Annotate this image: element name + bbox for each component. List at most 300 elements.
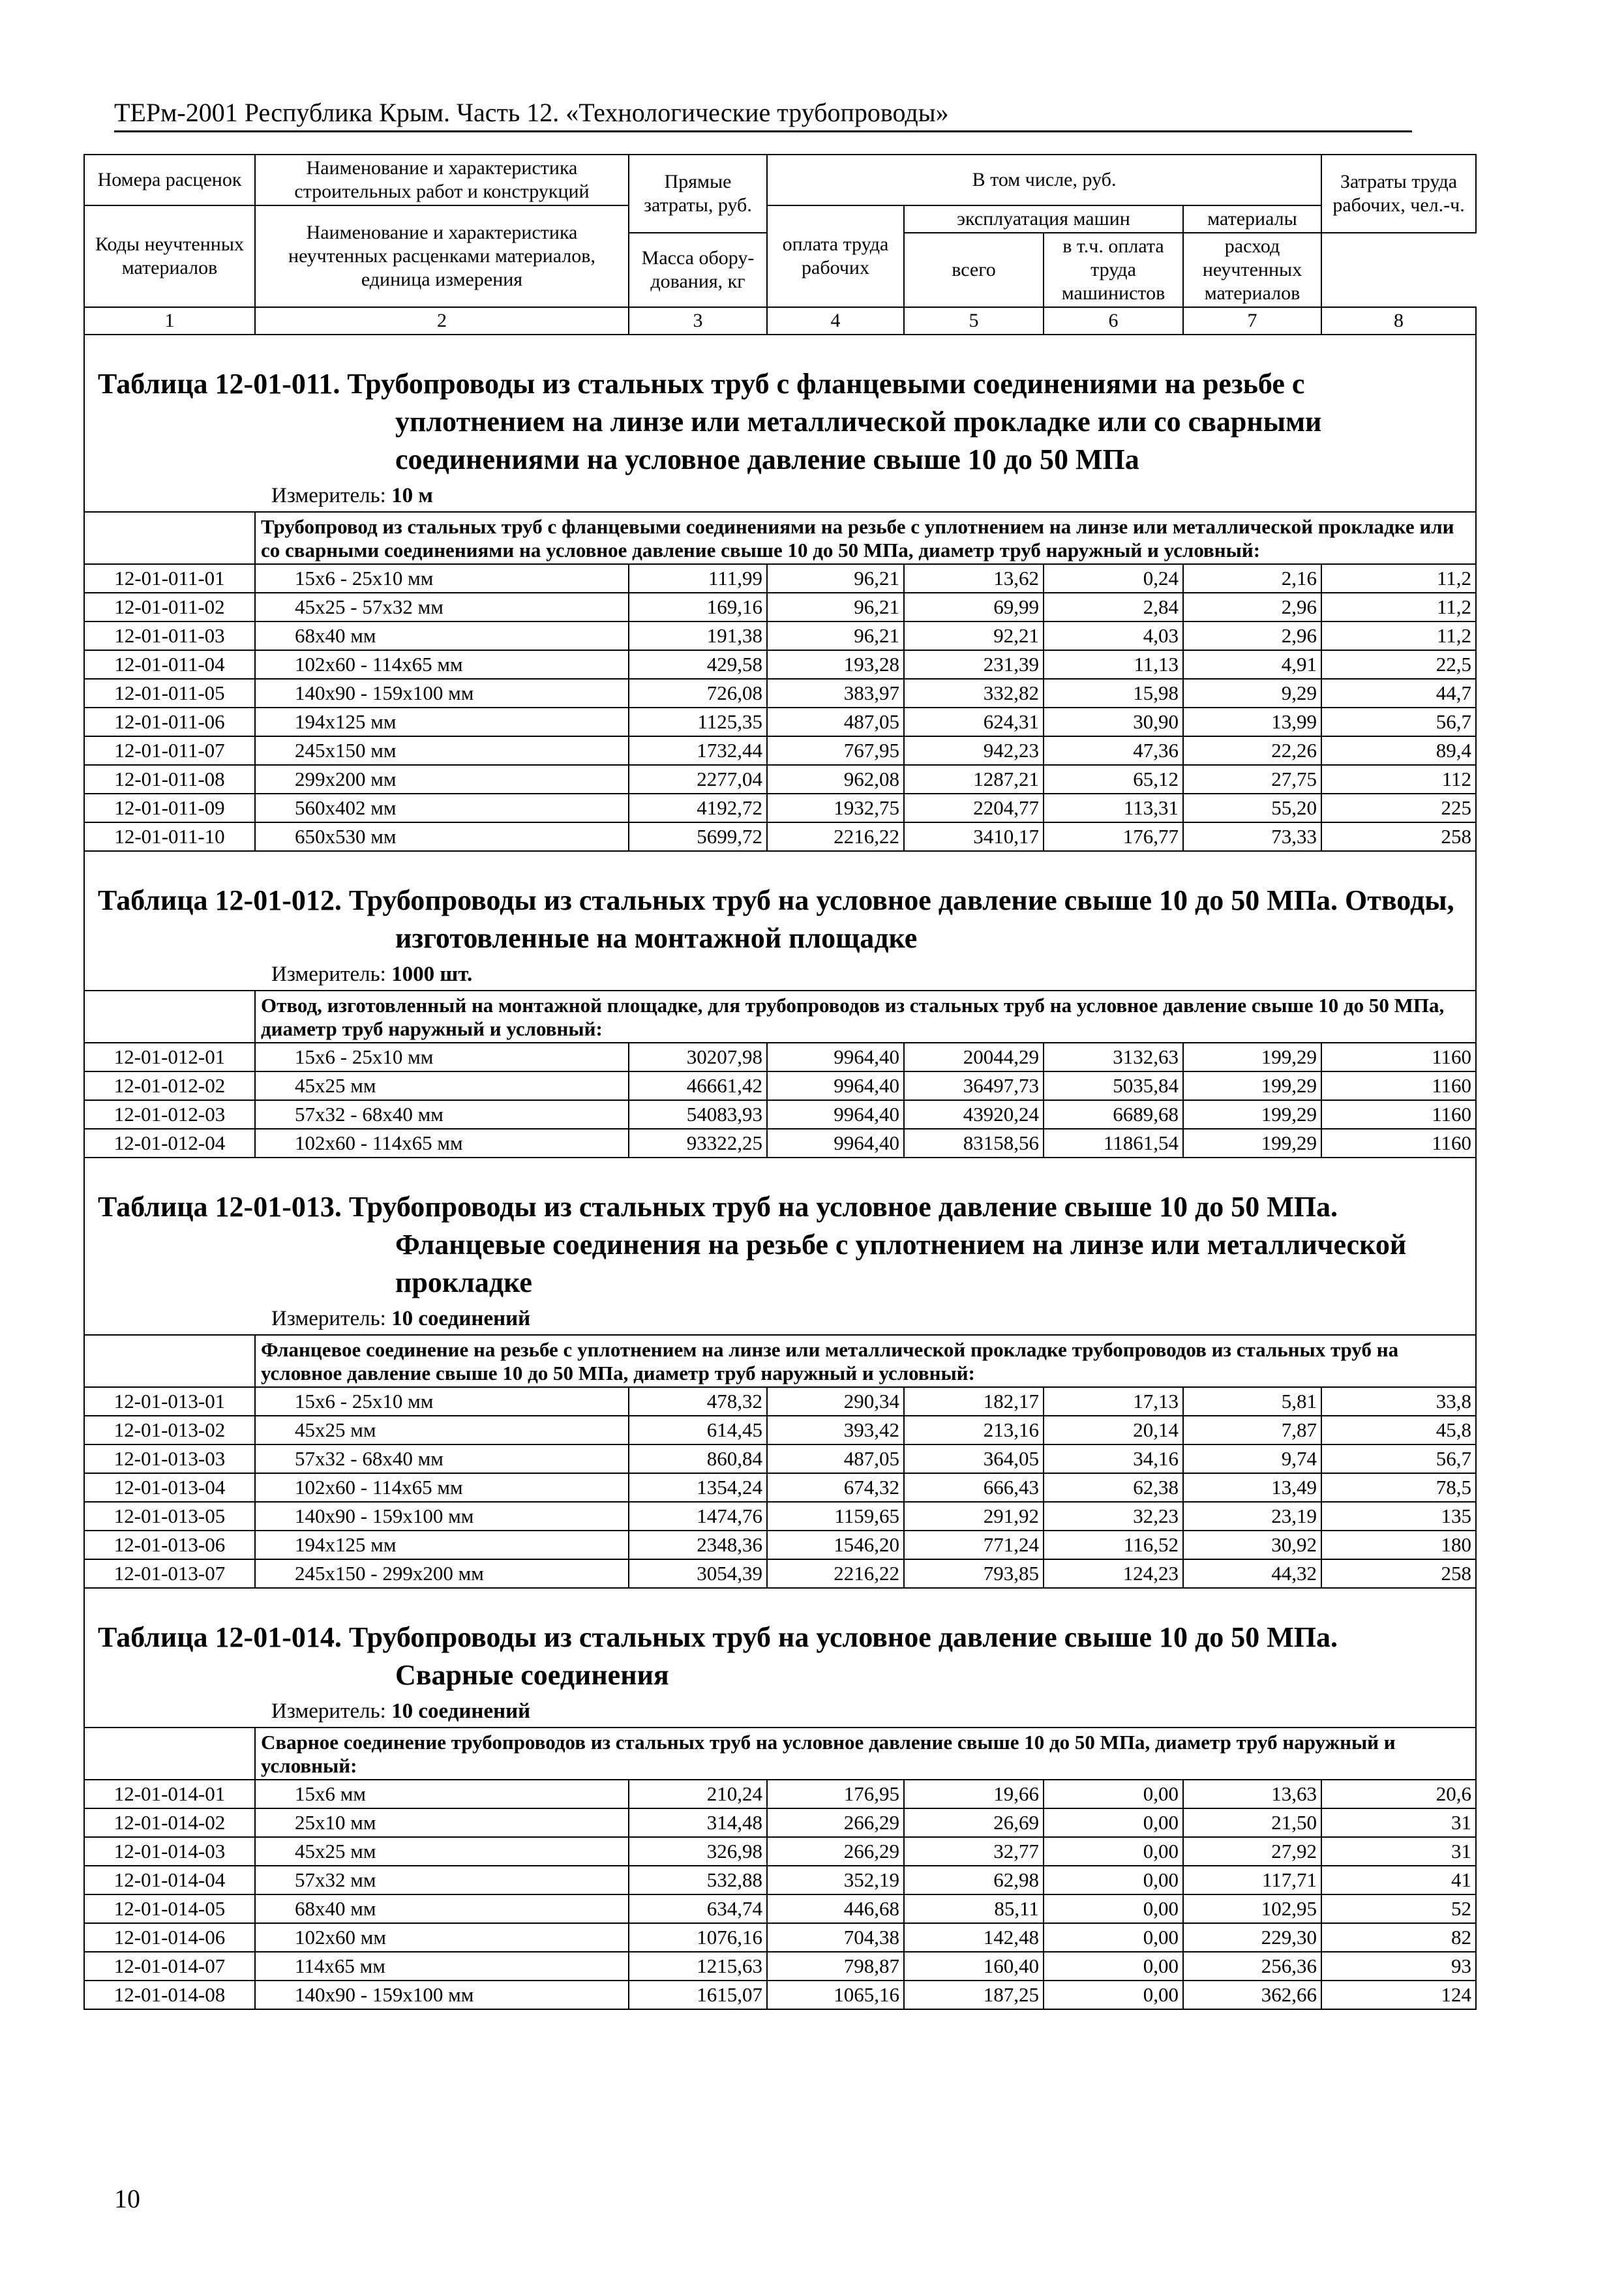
price-code: 12-01-014-03 xyxy=(84,1837,255,1866)
operators-pay: 0,00 xyxy=(1044,1923,1183,1952)
operators-pay: 32,23 xyxy=(1044,1502,1183,1531)
table-row xyxy=(84,1981,1476,2009)
price-code: 12-01-013-02 xyxy=(84,1416,255,1444)
table-row xyxy=(84,1387,1476,1416)
machines-total: 2204,77 xyxy=(904,794,1044,822)
header-machines-total: всего xyxy=(904,233,1044,307)
labor-hours: 180 xyxy=(1321,1531,1476,1559)
section-unit-row xyxy=(84,1306,1476,1335)
item-name: 57х32 мм xyxy=(255,1866,629,1894)
table-row xyxy=(84,1923,1476,1952)
section-title-cell xyxy=(84,1158,1476,1306)
labor-hours: 1160 xyxy=(1321,1129,1476,1158)
worker-pay: 9964,40 xyxy=(767,1129,904,1158)
item-name: 15х6 - 25х10 мм xyxy=(255,564,629,593)
labor-hours: 31 xyxy=(1321,1808,1476,1837)
worker-pay: 266,29 xyxy=(767,1808,904,1837)
direct-costs: 169,16 xyxy=(629,593,767,621)
worker-pay: 96,21 xyxy=(767,621,904,650)
item-name: 194х125 мм xyxy=(255,1531,629,1559)
operators-pay: 17,13 xyxy=(1044,1387,1183,1416)
unit-label: Измеритель: xyxy=(271,1699,386,1723)
section-title: Таблица 12-01-012. Трубопроводы из стальных труб на условное давление свыше 10 до 50 МПа. Отводы, изготовленные на монтажной площадке xyxy=(98,884,1454,954)
page-number: 10 xyxy=(114,2184,140,2213)
table-row xyxy=(84,679,1476,708)
direct-costs: 93322,25 xyxy=(629,1129,767,1158)
header-col2-bottom: Наименование и характеристика неучтенных расценками материалов, единица измерения xyxy=(255,205,629,307)
worker-pay: 1932,75 xyxy=(767,794,904,822)
labor-hours: 44,7 xyxy=(1321,679,1476,708)
materials-cost: 102,95 xyxy=(1183,1894,1321,1923)
direct-costs: 30207,98 xyxy=(629,1043,767,1071)
description-spacer xyxy=(84,512,255,564)
machines-total: 83158,56 xyxy=(904,1129,1044,1158)
materials-cost: 23,19 xyxy=(1183,1502,1321,1531)
header-direct-costs: Прямые затраты, руб. xyxy=(629,155,767,233)
materials-cost: 2,96 xyxy=(1183,621,1321,650)
price-code: 12-01-013-01 xyxy=(84,1387,255,1416)
col-number: 8 xyxy=(1321,307,1476,335)
labor-hours: 1160 xyxy=(1321,1043,1476,1071)
price-code: 12-01-014-05 xyxy=(84,1894,255,1923)
direct-costs: 478,32 xyxy=(629,1387,767,1416)
machines-total: 231,39 xyxy=(904,650,1044,679)
section-description: Сварное соединение трубопроводов из стальных труб на условное давление свыше 10 до 50 МПа, диаметр труб наружный и условный: xyxy=(255,1728,1476,1780)
header-materials: материалы xyxy=(1183,205,1321,233)
materials-cost: 4,91 xyxy=(1183,650,1321,679)
direct-costs: 191,38 xyxy=(629,621,767,650)
machines-total: 142,48 xyxy=(904,1923,1044,1952)
price-code: 12-01-012-01 xyxy=(84,1043,255,1071)
machines-total: 771,24 xyxy=(904,1531,1044,1559)
unit-value: 10 соединений xyxy=(391,1699,531,1723)
worker-pay: 352,19 xyxy=(767,1866,904,1894)
machines-total: 291,92 xyxy=(904,1502,1044,1531)
direct-costs: 429,58 xyxy=(629,650,767,679)
labor-hours: 225 xyxy=(1321,794,1476,822)
labor-hours: 31 xyxy=(1321,1837,1476,1866)
table-row xyxy=(84,1129,1476,1158)
machines-total: 69,99 xyxy=(904,593,1044,621)
section-description-row xyxy=(84,512,1476,564)
operators-pay: 116,52 xyxy=(1044,1531,1183,1559)
header-col1-bottom: Коды неучтенных материалов xyxy=(84,205,255,307)
item-name: 650х530 мм xyxy=(255,822,629,851)
materials-cost: 22,26 xyxy=(1183,736,1321,765)
price-code: 12-01-014-08 xyxy=(84,1981,255,2009)
labor-hours: 41 xyxy=(1321,1866,1476,1894)
direct-costs: 1076,16 xyxy=(629,1923,767,1952)
col-number: 5 xyxy=(904,307,1044,335)
labor-hours: 135 xyxy=(1321,1502,1476,1531)
operators-pay: 34,16 xyxy=(1044,1444,1183,1473)
worker-pay: 1065,16 xyxy=(767,1981,904,2009)
labor-hours: 11,2 xyxy=(1321,593,1476,621)
worker-pay: 487,05 xyxy=(767,708,904,736)
operators-pay: 0,00 xyxy=(1044,1981,1183,2009)
direct-costs: 4192,72 xyxy=(629,794,767,822)
materials-cost: 229,30 xyxy=(1183,1923,1321,1952)
item-name: 299х200 мм xyxy=(255,765,629,794)
price-code: 12-01-011-08 xyxy=(84,765,255,794)
machines-total: 13,62 xyxy=(904,564,1044,593)
price-code: 12-01-011-03 xyxy=(84,621,255,650)
col-number: 6 xyxy=(1044,307,1183,335)
worker-pay: 1159,65 xyxy=(767,1502,904,1531)
price-code: 12-01-013-06 xyxy=(84,1531,255,1559)
materials-cost: 13,49 xyxy=(1183,1473,1321,1502)
price-table xyxy=(83,154,1477,2010)
direct-costs: 614,45 xyxy=(629,1416,767,1444)
section-title-cell xyxy=(84,335,1476,483)
item-name: 15х6 - 25х10 мм xyxy=(255,1387,629,1416)
section-unit xyxy=(84,1698,1476,1728)
table-row xyxy=(84,1837,1476,1866)
operators-pay: 3132,63 xyxy=(1044,1043,1183,1071)
direct-costs: 1215,63 xyxy=(629,1952,767,1981)
direct-costs: 634,74 xyxy=(629,1894,767,1923)
item-name: 194х125 мм xyxy=(255,708,629,736)
direct-costs: 1615,07 xyxy=(629,1981,767,2009)
operators-pay: 0,00 xyxy=(1044,1780,1183,1808)
table-row xyxy=(84,822,1476,851)
section-unit-row xyxy=(84,1698,1476,1728)
section-unit-row xyxy=(84,961,1476,991)
header-worker-pay: оплата труда рабочих xyxy=(767,205,904,307)
table-row xyxy=(84,1444,1476,1473)
section-description-row xyxy=(84,1728,1476,1780)
direct-costs: 1732,44 xyxy=(629,736,767,765)
item-name: 114х65 мм xyxy=(255,1952,629,1981)
item-name: 15х6 - 25х10 мм xyxy=(255,1043,629,1071)
machines-total: 160,40 xyxy=(904,1952,1044,1981)
item-name: 68х40 мм xyxy=(255,1894,629,1923)
description-spacer xyxy=(84,1335,255,1387)
header-in-total: В том числе, руб. xyxy=(767,155,1321,205)
col-number: 2 xyxy=(255,307,629,335)
table-row xyxy=(84,708,1476,736)
operators-pay: 2,84 xyxy=(1044,593,1183,621)
section-title-row xyxy=(84,335,1476,483)
table-row xyxy=(84,593,1476,621)
labor-hours: 93 xyxy=(1321,1952,1476,1981)
price-code: 12-01-014-04 xyxy=(84,1866,255,1894)
price-code: 12-01-011-06 xyxy=(84,708,255,736)
table-row xyxy=(84,1043,1476,1071)
machines-total: 182,17 xyxy=(904,1387,1044,1416)
unit-label: Измеритель: xyxy=(271,1307,386,1330)
labor-hours: 82 xyxy=(1321,1923,1476,1952)
section-title: Таблица 12-01-011. Трубопроводы из стальных труб с фланцевыми соединениями на резьбе с уплотнением на линзе или металлической прокладке или со сварными соединениями на условное давление свыше 10 до 50 МПа xyxy=(98,368,1322,475)
operators-pay: 65,12 xyxy=(1044,765,1183,794)
machines-total: 62,98 xyxy=(904,1866,1044,1894)
section-unit-row xyxy=(84,483,1476,512)
header-labor-hours: Затраты труда рабочих, чел.-ч. xyxy=(1321,155,1476,233)
item-name: 560х402 мм xyxy=(255,794,629,822)
price-code: 12-01-011-05 xyxy=(84,679,255,708)
section-description-row xyxy=(84,1335,1476,1387)
section-description: Трубопровод из стальных труб с фланцевыми соединениями на резьбе с уплотнением на линзе или металлической прокладке или со сварными соединениями на условное давление свыше 10 до 50 МПа, диаметр труб наружный и условный: xyxy=(255,512,1476,564)
materials-cost: 13,99 xyxy=(1183,708,1321,736)
direct-costs: 111,99 xyxy=(629,564,767,593)
section-title-row xyxy=(84,1588,1476,1698)
materials-cost: 13,63 xyxy=(1183,1780,1321,1808)
page-header: ТЕРм-2001 Республика Крым. Часть 12. «Технологические трубопроводы» xyxy=(114,97,1412,132)
price-code: 12-01-014-06 xyxy=(84,1923,255,1952)
machines-total: 213,16 xyxy=(904,1416,1044,1444)
machines-total: 43920,24 xyxy=(904,1100,1044,1129)
worker-pay: 176,95 xyxy=(767,1780,904,1808)
section-title: Таблица 12-01-014. Трубопроводы из стальных труб на условное давление свыше 10 до 50 МПа. Сварные соединения xyxy=(98,1621,1338,1691)
header-unaccounted-materials: расход неучтенных материалов xyxy=(1183,233,1321,307)
operators-pay: 4,03 xyxy=(1044,621,1183,650)
operators-pay: 5035,84 xyxy=(1044,1071,1183,1100)
worker-pay: 393,42 xyxy=(767,1416,904,1444)
price-code: 12-01-014-02 xyxy=(84,1808,255,1837)
header-column-numbers xyxy=(84,307,1476,335)
labor-hours: 56,7 xyxy=(1321,1444,1476,1473)
materials-cost: 256,36 xyxy=(1183,1952,1321,1981)
price-code: 12-01-011-07 xyxy=(84,736,255,765)
section-description-row xyxy=(84,991,1476,1043)
price-code: 12-01-012-02 xyxy=(84,1071,255,1100)
description-spacer xyxy=(84,991,255,1043)
direct-costs: 860,84 xyxy=(629,1444,767,1473)
labor-hours: 11,2 xyxy=(1321,621,1476,650)
labor-hours: 258 xyxy=(1321,822,1476,851)
item-name: 102х60 мм xyxy=(255,1923,629,1952)
direct-costs: 314,48 xyxy=(629,1808,767,1837)
materials-cost: 199,29 xyxy=(1183,1071,1321,1100)
item-name: 45х25 мм xyxy=(255,1416,629,1444)
operators-pay: 113,31 xyxy=(1044,794,1183,822)
table-row xyxy=(84,736,1476,765)
table-row xyxy=(84,1780,1476,1808)
operators-pay: 0,00 xyxy=(1044,1808,1183,1837)
price-code: 12-01-014-07 xyxy=(84,1952,255,1981)
direct-costs: 3054,39 xyxy=(629,1559,767,1588)
section-unit xyxy=(84,1306,1476,1335)
worker-pay: 96,21 xyxy=(767,564,904,593)
materials-cost: 9,29 xyxy=(1183,679,1321,708)
operators-pay: 176,77 xyxy=(1044,822,1183,851)
table-row xyxy=(84,794,1476,822)
machines-total: 36497,73 xyxy=(904,1071,1044,1100)
section-title-cell xyxy=(84,1588,1476,1698)
worker-pay: 290,34 xyxy=(767,1387,904,1416)
labor-hours: 52 xyxy=(1321,1894,1476,1923)
direct-costs: 326,98 xyxy=(629,1837,767,1866)
materials-cost: 27,92 xyxy=(1183,1837,1321,1866)
worker-pay: 674,32 xyxy=(767,1473,904,1502)
operators-pay: 47,36 xyxy=(1044,736,1183,765)
section-unit xyxy=(84,961,1476,991)
materials-cost: 44,32 xyxy=(1183,1559,1321,1588)
materials-cost: 199,29 xyxy=(1183,1100,1321,1129)
item-name: 102х60 - 114х65 мм xyxy=(255,1473,629,1502)
header-machines: эксплуатация машин xyxy=(904,205,1183,233)
materials-cost: 9,74 xyxy=(1183,1444,1321,1473)
labor-hours: 11,2 xyxy=(1321,564,1476,593)
direct-costs: 532,88 xyxy=(629,1866,767,1894)
worker-pay: 798,87 xyxy=(767,1952,904,1981)
table-row xyxy=(84,1502,1476,1531)
worker-pay: 704,38 xyxy=(767,1923,904,1952)
col-number: 1 xyxy=(84,307,255,335)
table-header xyxy=(84,155,1476,335)
price-code: 12-01-013-03 xyxy=(84,1444,255,1473)
materials-cost: 362,66 xyxy=(1183,1981,1321,2009)
operators-pay: 0,00 xyxy=(1044,1952,1183,1981)
operators-pay: 11861,54 xyxy=(1044,1129,1183,1158)
direct-costs: 54083,93 xyxy=(629,1100,767,1129)
materials-cost: 73,33 xyxy=(1183,822,1321,851)
table-body xyxy=(84,335,1476,2009)
item-name: 140х90 - 159х100 мм xyxy=(255,1502,629,1531)
worker-pay: 767,95 xyxy=(767,736,904,765)
description-spacer xyxy=(84,1728,255,1780)
header-col2-top: Наименование и характеристика строительных работ и конструкций xyxy=(255,155,629,205)
item-name: 68х40 мм xyxy=(255,621,629,650)
machines-total: 1287,21 xyxy=(904,765,1044,794)
header-col1-top: Номера расценок xyxy=(84,155,255,205)
table-row xyxy=(84,1100,1476,1129)
machines-total: 793,85 xyxy=(904,1559,1044,1588)
worker-pay: 383,97 xyxy=(767,679,904,708)
materials-cost: 27,75 xyxy=(1183,765,1321,794)
section-title-row xyxy=(84,851,1476,961)
materials-cost: 2,16 xyxy=(1183,564,1321,593)
machines-total: 364,05 xyxy=(904,1444,1044,1473)
worker-pay: 9964,40 xyxy=(767,1043,904,1071)
section-title-cell xyxy=(84,851,1476,961)
table-row xyxy=(84,1473,1476,1502)
price-code: 12-01-013-05 xyxy=(84,1502,255,1531)
operators-pay: 0,00 xyxy=(1044,1837,1183,1866)
worker-pay: 96,21 xyxy=(767,593,904,621)
operators-pay: 6689,68 xyxy=(1044,1100,1183,1129)
worker-pay: 446,68 xyxy=(767,1894,904,1923)
section-description: Отвод, изготовленный на монтажной площадке, для трубопроводов из стальных труб на условное давление свыше 10 до 50 МПа, диаметр труб наружный и условный: xyxy=(255,991,1476,1043)
table-row xyxy=(84,765,1476,794)
machines-total: 32,77 xyxy=(904,1837,1044,1866)
labor-hours: 1160 xyxy=(1321,1071,1476,1100)
materials-cost: 199,29 xyxy=(1183,1043,1321,1071)
worker-pay: 962,08 xyxy=(767,765,904,794)
unit-label: Измеритель: xyxy=(271,484,386,507)
operators-pay: 30,90 xyxy=(1044,708,1183,736)
labor-hours: 45,8 xyxy=(1321,1416,1476,1444)
labor-hours: 258 xyxy=(1321,1559,1476,1588)
materials-cost: 2,96 xyxy=(1183,593,1321,621)
worker-pay: 487,05 xyxy=(767,1444,904,1473)
worker-pay: 1546,20 xyxy=(767,1531,904,1559)
materials-cost: 5,81 xyxy=(1183,1387,1321,1416)
header-equipment-mass: Масса обору-дования, кг xyxy=(629,233,767,307)
labor-hours: 112 xyxy=(1321,765,1476,794)
item-name: 102х60 - 114х65 мм xyxy=(255,1129,629,1158)
materials-cost: 117,71 xyxy=(1183,1866,1321,1894)
col-number: 3 xyxy=(629,307,767,335)
unit-value: 10 соединений xyxy=(391,1307,531,1330)
labor-hours: 89,4 xyxy=(1321,736,1476,765)
operators-pay: 11,13 xyxy=(1044,650,1183,679)
machines-total: 85,11 xyxy=(904,1894,1044,1923)
item-name: 140х90 - 159х100 мм xyxy=(255,1981,629,2009)
section-title-row xyxy=(84,1158,1476,1306)
price-code: 12-01-011-04 xyxy=(84,650,255,679)
direct-costs: 2277,04 xyxy=(629,765,767,794)
materials-cost: 55,20 xyxy=(1183,794,1321,822)
table-row xyxy=(84,1559,1476,1588)
unit-label: Измеритель: xyxy=(271,963,386,986)
direct-costs: 46661,42 xyxy=(629,1071,767,1100)
price-code: 12-01-012-04 xyxy=(84,1129,255,1158)
header-operators-pay: в т.ч. оплата труда машинистов xyxy=(1044,233,1183,307)
machines-total: 187,25 xyxy=(904,1981,1044,2009)
item-name: 57х32 - 68х40 мм xyxy=(255,1100,629,1129)
operators-pay: 0,00 xyxy=(1044,1894,1183,1923)
item-name: 15х6 мм xyxy=(255,1780,629,1808)
item-name: 245х150 - 299х200 мм xyxy=(255,1559,629,1588)
materials-cost: 21,50 xyxy=(1183,1808,1321,1837)
direct-costs: 1354,24 xyxy=(629,1473,767,1502)
machines-total: 624,31 xyxy=(904,708,1044,736)
machines-total: 92,21 xyxy=(904,621,1044,650)
price-code: 12-01-013-04 xyxy=(84,1473,255,1502)
col-number: 4 xyxy=(767,307,904,335)
materials-cost: 30,92 xyxy=(1183,1531,1321,1559)
materials-cost: 7,87 xyxy=(1183,1416,1321,1444)
unit-value: 1000 шт. xyxy=(391,963,473,986)
price-code: 12-01-011-09 xyxy=(84,794,255,822)
table-row xyxy=(84,1894,1476,1923)
table-row xyxy=(84,621,1476,650)
labor-hours: 56,7 xyxy=(1321,708,1476,736)
worker-pay: 9964,40 xyxy=(767,1100,904,1129)
labor-hours: 20,6 xyxy=(1321,1780,1476,1808)
price-code: 12-01-014-01 xyxy=(84,1780,255,1808)
labor-hours: 33,8 xyxy=(1321,1387,1476,1416)
labor-hours: 22,5 xyxy=(1321,650,1476,679)
labor-hours: 78,5 xyxy=(1321,1473,1476,1502)
item-name: 140х90 - 159х100 мм xyxy=(255,679,629,708)
table-row xyxy=(84,1071,1476,1100)
table-row xyxy=(84,650,1476,679)
price-code: 12-01-012-03 xyxy=(84,1100,255,1129)
item-name: 45х25 - 57х32 мм xyxy=(255,593,629,621)
worker-pay: 266,29 xyxy=(767,1837,904,1866)
machines-total: 3410,17 xyxy=(904,822,1044,851)
section-unit xyxy=(84,483,1476,512)
direct-costs: 1474,76 xyxy=(629,1502,767,1531)
price-code: 12-01-011-02 xyxy=(84,593,255,621)
item-name: 245х150 мм xyxy=(255,736,629,765)
table-row xyxy=(84,1866,1476,1894)
machines-total: 942,23 xyxy=(904,736,1044,765)
machines-total: 19,66 xyxy=(904,1780,1044,1808)
col-number: 7 xyxy=(1183,307,1321,335)
worker-pay: 193,28 xyxy=(767,650,904,679)
section-description: Фланцевое соединение на резьбе с уплотнением на линзе или металлической прокладке трубопроводов из стальных труб на условное давление свыше 10 до 50 МПа, диаметр труб наружный и условный: xyxy=(255,1335,1476,1387)
operators-pay: 124,23 xyxy=(1044,1559,1183,1588)
operators-pay: 20,14 xyxy=(1044,1416,1183,1444)
table-row xyxy=(84,564,1476,593)
materials-cost: 199,29 xyxy=(1183,1129,1321,1158)
table-row xyxy=(84,1808,1476,1837)
operators-pay: 15,98 xyxy=(1044,679,1183,708)
direct-costs: 726,08 xyxy=(629,679,767,708)
